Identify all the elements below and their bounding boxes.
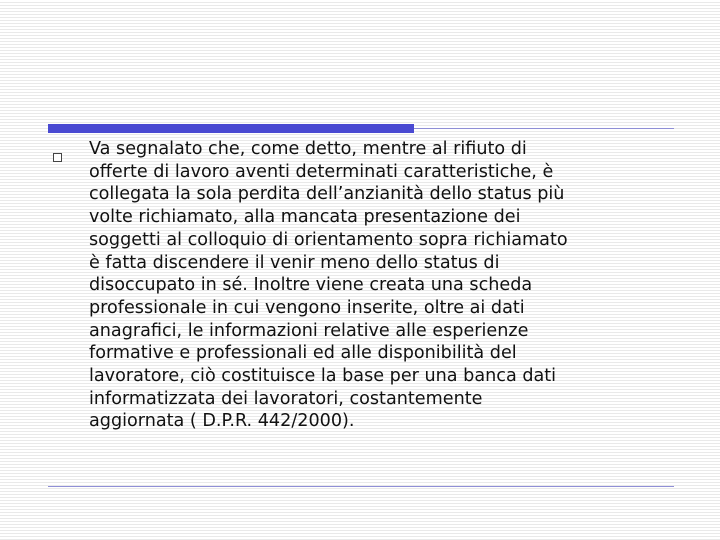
square-bullet-icon bbox=[53, 153, 62, 162]
bullet-text: Va segnalato che, come detto, mentre al rifiuto di offerte di lavoro aventi determinati caratteristiche, è collegata la sola perdita dell’anzianità dello status più volte richiamato, alla mancata presentazione dei soggetti al colloquio di orientamento sopra richiamato è fatta discendere il venir meno dello status di disoccupato in sé. Inoltre viene creata una scheda professionale in cui vengono inserite, oltre ai dati anagrafici, le informazioni relative alle esperienze formative e professionali ed alle disponibilità del lavoratore, ciò costituisce la base per una banca dati informatizzata dei lavoratori, costantemente aggiornata ( D.P.R. 442/2000). bbox=[89, 139, 568, 432]
top-accent-bar bbox=[48, 124, 414, 133]
bottom-divider-line bbox=[48, 486, 674, 487]
